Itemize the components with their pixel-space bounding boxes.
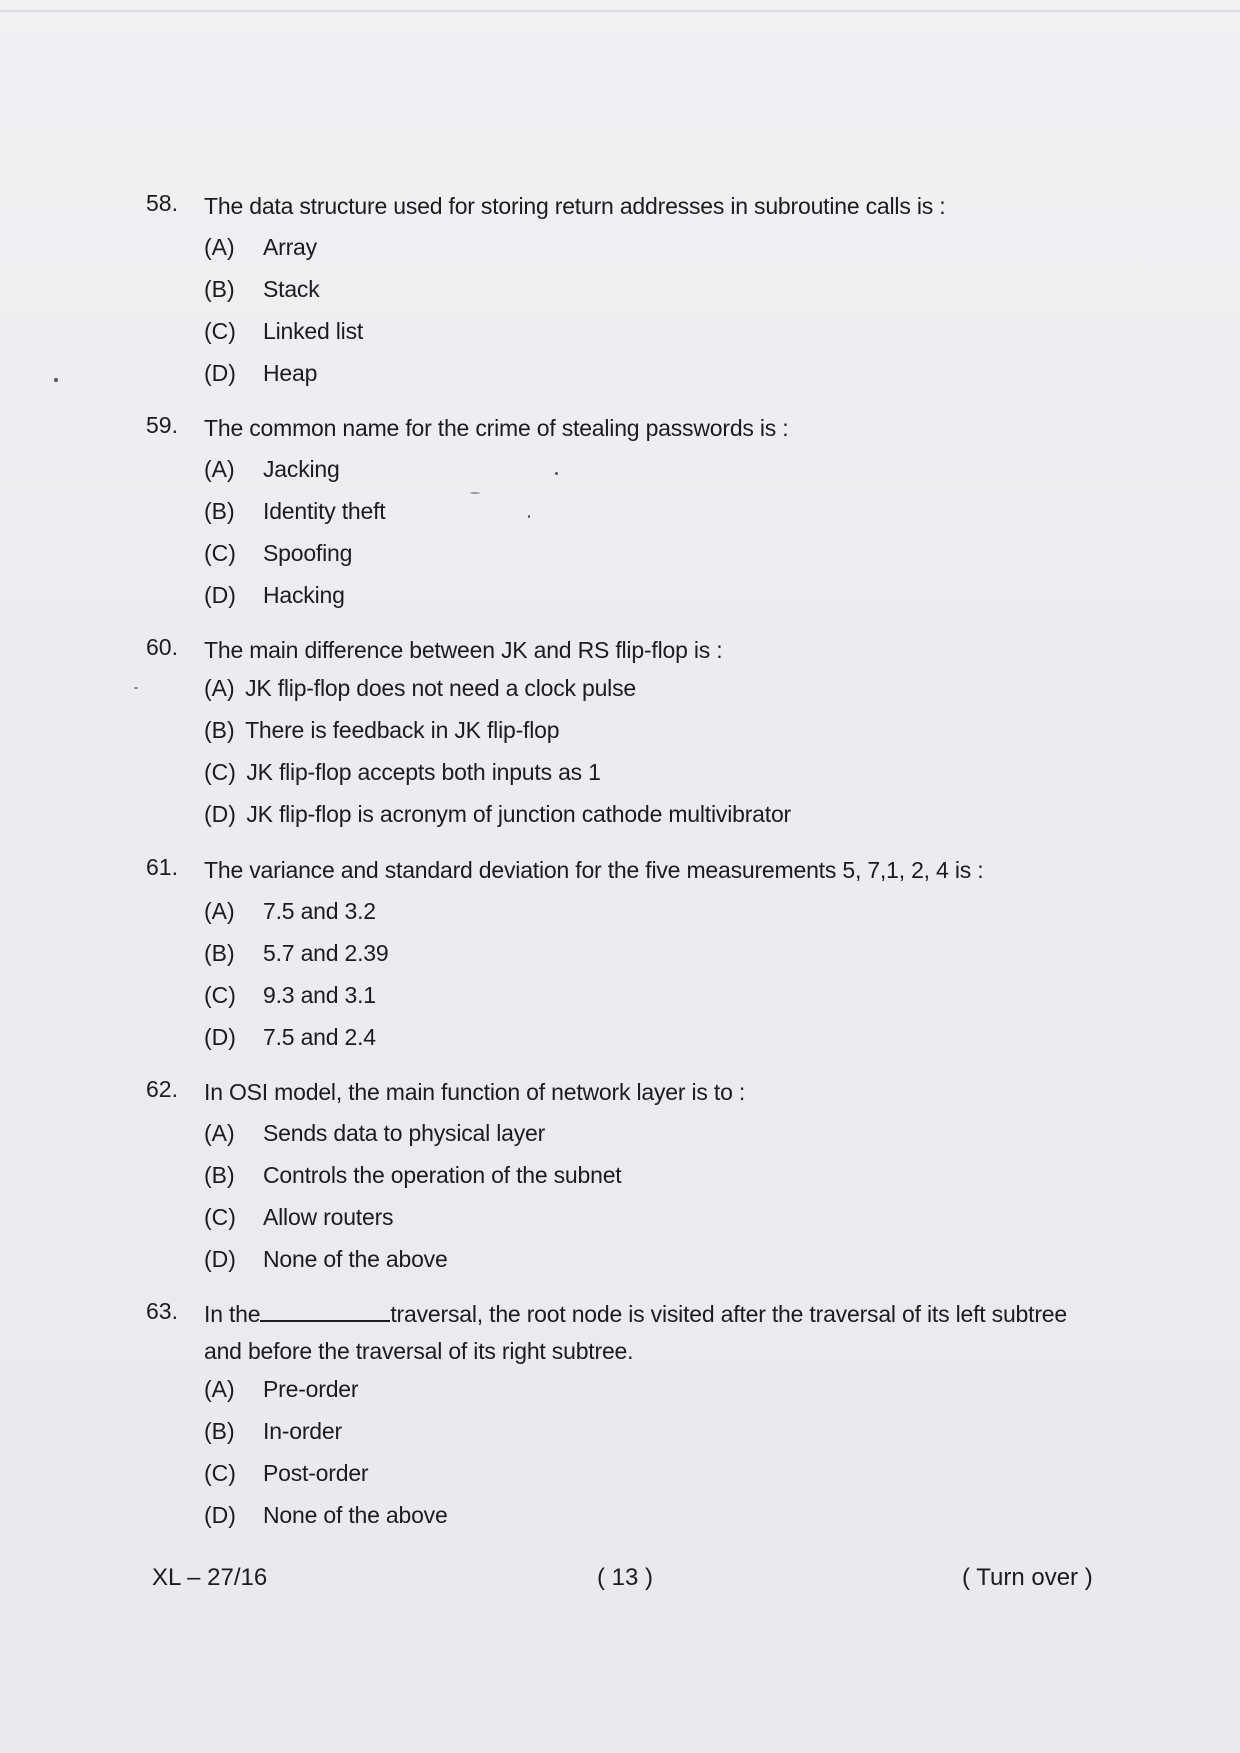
option-b xyxy=(204,938,1104,980)
question-number: 62. xyxy=(146,1076,178,1102)
option-d xyxy=(204,799,1104,841)
scan-speck xyxy=(528,515,530,518)
option-letter: (D) xyxy=(204,1024,236,1050)
option-text: Hacking xyxy=(263,582,345,608)
option-letter: (A) xyxy=(204,234,235,260)
option-text: There is feedback in JK flip-flop xyxy=(245,717,560,743)
option-a xyxy=(204,454,1104,496)
option-b xyxy=(204,496,1104,538)
option-letter: (C) xyxy=(204,540,236,566)
question-number: 63. xyxy=(146,1298,178,1324)
option-text: Jacking xyxy=(263,456,340,482)
question-text xyxy=(204,1296,1124,1370)
option-text: JK flip-flop is acronym of junction cathode multivibrator xyxy=(246,801,792,827)
option-a xyxy=(204,1374,1104,1416)
option-a xyxy=(204,232,1104,274)
option-text: In-order xyxy=(263,1418,342,1444)
question-text-before-blank: In the xyxy=(204,1301,261,1327)
option-letter: (D) xyxy=(204,1502,236,1528)
scan-speck xyxy=(134,687,138,689)
question-text: The common name for the crime of stealing passwords is : xyxy=(204,415,789,441)
option-letter: (A) xyxy=(204,456,235,482)
option-letter: (D) xyxy=(204,801,236,827)
option-letter: (C) xyxy=(204,759,236,785)
option-text: Identity theft xyxy=(263,498,386,524)
option-d xyxy=(204,1244,1104,1286)
option-c xyxy=(204,1458,1104,1500)
options-list xyxy=(204,673,1104,841)
question-number: 59. xyxy=(146,412,178,438)
page-number: ( 13 ) xyxy=(597,1564,654,1591)
option-letter: (B) xyxy=(204,940,235,966)
question-text: The variance and standard deviation for the five measurements 5, 7,1, 2, 4 is : xyxy=(204,857,984,883)
option-text: 7.5 and 3.2 xyxy=(263,898,376,924)
option-a xyxy=(204,1118,1104,1160)
option-text: None of the above xyxy=(263,1502,448,1528)
option-letter: (D) xyxy=(204,360,236,386)
question-text-after-blank: traversal, the root node is visited after the traversal of its left subtree xyxy=(390,1301,1067,1327)
option-letter: (C) xyxy=(204,982,236,1008)
page-footer xyxy=(0,1562,1240,1594)
options-list xyxy=(204,454,1104,622)
option-text: Linked list xyxy=(263,318,364,344)
option-c xyxy=(204,538,1104,580)
option-d xyxy=(204,1022,1104,1064)
option-text: Post-order xyxy=(263,1460,369,1486)
options-list xyxy=(204,1118,1104,1286)
question-text: The data structure used for storing return addresses in subroutine calls is : xyxy=(204,193,946,219)
option-letter: (D) xyxy=(204,582,236,608)
option-text: Allow routers xyxy=(263,1204,394,1230)
option-text: 9.3 and 3.1 xyxy=(263,982,376,1008)
option-text: 5.7 and 2.39 xyxy=(263,940,389,966)
option-letter: (D) xyxy=(204,1246,236,1272)
option-text: JK flip-flop accepts both inputs as 1 xyxy=(246,759,601,785)
option-text: Sends data to physical layer xyxy=(263,1120,546,1146)
scan-speck xyxy=(470,492,480,494)
options-list xyxy=(204,896,1104,1064)
question-text: In OSI model, the main function of network layer is to : xyxy=(204,1079,746,1105)
option-letter: (A) xyxy=(204,1376,235,1402)
option-text: 7.5 and 2.4 xyxy=(263,1024,376,1050)
question-number: 60. xyxy=(146,634,178,660)
option-letter: (B) xyxy=(204,717,235,743)
option-text: Pre-order xyxy=(263,1376,359,1402)
option-letter: (C) xyxy=(204,1460,236,1486)
option-c xyxy=(204,316,1104,358)
option-letter: (C) xyxy=(204,1204,236,1230)
option-letter: (C) xyxy=(204,318,236,344)
options-list xyxy=(204,232,1104,400)
page-top-edge xyxy=(0,10,1240,12)
option-letter: (A) xyxy=(204,898,235,924)
question-number: 61. xyxy=(146,854,178,880)
question-text: The main difference between JK and RS flip-flop is : xyxy=(204,637,723,663)
option-b xyxy=(204,715,1104,757)
option-text: Heap xyxy=(263,360,318,386)
turn-over-note: ( Turn over ) xyxy=(962,1564,1093,1591)
option-text: JK flip-flop does not need a clock pulse xyxy=(245,675,636,701)
option-text: Stack xyxy=(263,276,320,302)
option-a xyxy=(204,673,1104,715)
question-text-line-2: and before the traversal of its right subtree. xyxy=(204,1338,634,1364)
exam-code: XL – 27/16 xyxy=(152,1564,268,1591)
option-a xyxy=(204,896,1104,938)
option-letter: (B) xyxy=(204,498,235,524)
option-letter: (B) xyxy=(204,276,235,302)
option-c xyxy=(204,1202,1104,1244)
option-b xyxy=(204,1416,1104,1458)
options-list xyxy=(204,1374,1104,1542)
scan-speck xyxy=(555,472,558,475)
option-text: Array xyxy=(263,234,317,260)
option-d xyxy=(204,358,1104,400)
option-c xyxy=(204,757,1104,799)
option-letter: (B) xyxy=(204,1162,235,1188)
option-b xyxy=(204,274,1104,316)
option-text: None of the above xyxy=(263,1246,448,1272)
option-text: Spoofing xyxy=(263,540,353,566)
option-c xyxy=(204,980,1104,1022)
option-d xyxy=(204,1500,1104,1542)
option-b xyxy=(204,1160,1104,1202)
scan-speck xyxy=(54,378,58,382)
option-text: Controls the operation of the subnet xyxy=(263,1162,622,1188)
option-letter: (A) xyxy=(204,1120,235,1146)
option-letter: (A) xyxy=(204,675,235,701)
question-number: 58. xyxy=(146,190,178,216)
option-d xyxy=(204,580,1104,622)
fill-in-blank xyxy=(260,1298,390,1322)
option-letter: (B) xyxy=(204,1418,235,1444)
